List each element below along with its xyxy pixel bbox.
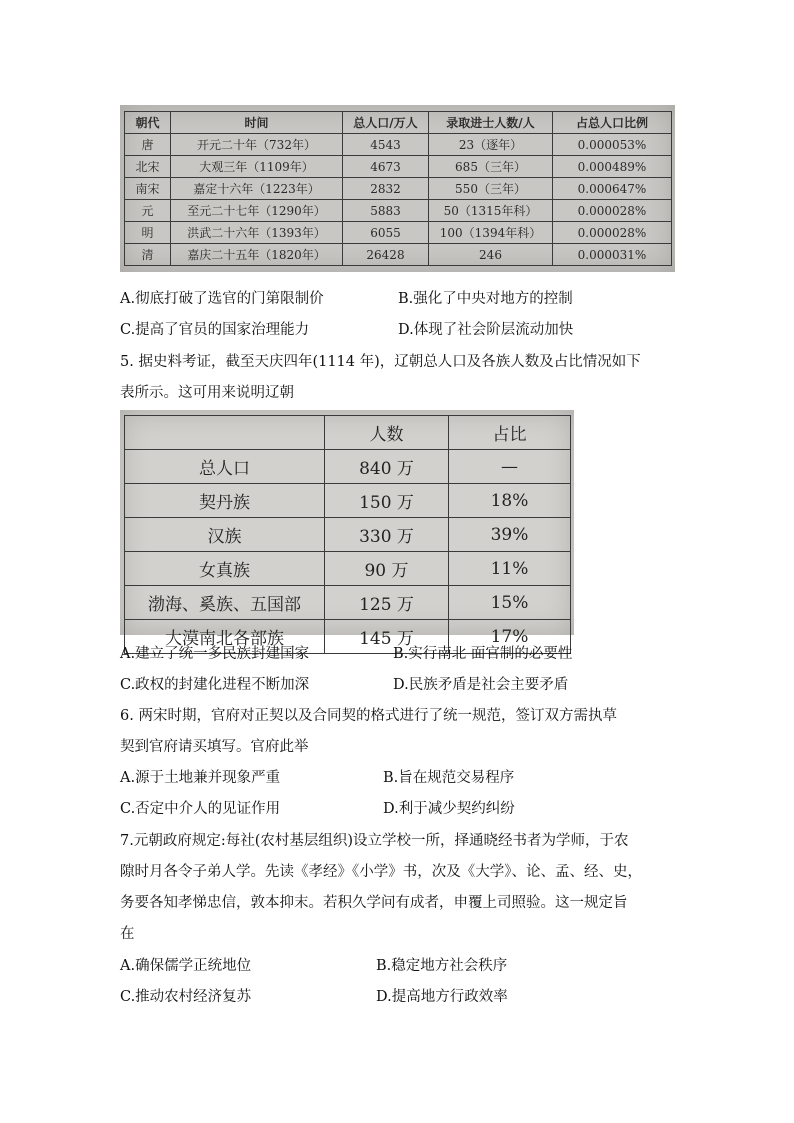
table-cell: 契丹族	[125, 484, 325, 518]
q6-option-c[interactable]: C.否定中介人的见证作用	[120, 801, 281, 817]
table-row	[125, 156, 672, 178]
table-cell: 开元二十年（732年）	[171, 134, 343, 156]
table-cell: 4543	[343, 134, 429, 156]
table-cell: 6055	[343, 222, 429, 244]
table-cell: 2832	[343, 178, 429, 200]
q6-option-a[interactable]: A.源于土地兼并现象严重	[120, 770, 281, 786]
q6-option-b[interactable]: B.旨在规范交易程序	[383, 770, 515, 786]
table-cell: 总人口	[125, 450, 325, 484]
q4-option-a[interactable]: A.彻底打破了选官的门第限制价	[120, 291, 324, 307]
q4-option-b[interactable]: B.强化了中央对地方的控制	[398, 291, 573, 307]
table-cell: 145 万	[325, 620, 449, 654]
table-cell: 0.000031%	[553, 244, 672, 266]
q5-option-d[interactable]: D.民族矛盾是社会主要矛盾	[393, 677, 569, 693]
q7-stem-line: 隙时月各令子弟人学。先读《孝经》《小学》书，次及《大学》、论、孟、经、史，	[120, 864, 642, 880]
table-row	[125, 484, 571, 518]
table-cell: 洪武二十六年（1393年）	[171, 222, 343, 244]
q5-option-a[interactable]: A.建立了统一多民族封建国家	[120, 646, 310, 662]
table-cell: 90 万	[325, 552, 449, 586]
table-cell: 685（三年）	[429, 156, 553, 178]
table-cell: 15%	[449, 586, 571, 620]
table-row	[125, 178, 672, 200]
table-cell: 23（逐年）	[429, 134, 553, 156]
header-cell: 总人口/万人	[343, 112, 429, 134]
table-cell: 39%	[449, 518, 571, 552]
q5-option-b[interactable]: B.实行南北 面官制的必要性	[393, 646, 573, 662]
table-cell: 50（1315年科）	[429, 200, 553, 222]
table-cell: 清	[125, 244, 171, 266]
table-cell: 0.000053%	[553, 134, 672, 156]
table-cell: 0.000647%	[553, 178, 672, 200]
table-cell: 0.000028%	[553, 200, 672, 222]
q7-stem-line: 7.元朝政府规定:每社(农村基层组织)设立学校一所，择通晓经书者为学师，于农	[120, 833, 629, 849]
q7-option-c[interactable]: C.推动农村经济复苏	[120, 989, 252, 1005]
table-cell: 550（三年）	[429, 178, 553, 200]
q5-option-c[interactable]: C.政权的封建化进程不断加深	[120, 677, 310, 693]
table-cell: 100（1394年科）	[429, 222, 553, 244]
table-cell: 女真族	[125, 552, 325, 586]
table-cell: 246	[429, 244, 553, 266]
q6-stem-line: 6. 两宋时期，官府对正契以及合同契的格式进行了统一规范，签订双方需执草	[120, 708, 617, 724]
table-cell: 元	[125, 200, 171, 222]
table-row	[125, 586, 571, 620]
q7-stem-line: 在	[120, 926, 135, 942]
table-row	[125, 222, 672, 244]
table-cell: 至元二十七年（1290年）	[171, 200, 343, 222]
table-row	[125, 450, 571, 484]
header-cell	[125, 416, 325, 450]
liao-population-table	[124, 415, 571, 654]
q5-stem-line: 5. 据史料考证，截至天庆四年(1114 年)，辽朝总人口及各族人数及占比情况如下	[120, 354, 641, 370]
table-cell: 26428	[343, 244, 429, 266]
q5-stem-line: 表所示。这可用来说明辽朝	[120, 385, 294, 401]
table-row	[125, 552, 571, 586]
q4-option-c[interactable]: C.提高了官员的国家治理能力	[120, 322, 310, 338]
table-cell: 125 万	[325, 586, 449, 620]
table-cell: 南宋	[125, 178, 171, 200]
q6-option-d[interactable]: D.利于减少契约纠纷	[383, 801, 515, 817]
table-cell: 330 万	[325, 518, 449, 552]
table-row	[125, 244, 672, 266]
table-cell: 嘉庆二十五年（1820年）	[171, 244, 343, 266]
header-cell: 占比	[449, 416, 571, 450]
table-cell: 大观三年（1109年）	[171, 156, 343, 178]
jinshi-table	[124, 111, 672, 266]
table-cell: 150 万	[325, 484, 449, 518]
table-cell: 18%	[449, 484, 571, 518]
q7-option-b[interactable]: B.稳定地方社会秩序	[376, 958, 508, 974]
q7-option-d[interactable]: D.提高地方行政效率	[376, 989, 508, 1005]
table-row	[125, 134, 672, 156]
header-cell: 时间	[171, 112, 343, 134]
table-cell: 北宋	[125, 156, 171, 178]
header-cell: 占总人口比例	[553, 112, 672, 134]
table-cell: 840 万	[325, 450, 449, 484]
table-row	[125, 200, 672, 222]
q4-option-d[interactable]: D.体现了社会阶层流动加快	[398, 322, 574, 338]
table-cell: 渤海、奚族、五国部	[125, 586, 325, 620]
table-cell: —	[449, 450, 571, 484]
table-cell: 明	[125, 222, 171, 244]
header-cell: 朝代	[125, 112, 171, 134]
liao-population-table-photo	[120, 410, 574, 649]
table-cell: 唐	[125, 134, 171, 156]
header-cell: 人数	[325, 416, 449, 450]
table-header-row	[125, 112, 672, 134]
table-cell: 4673	[343, 156, 429, 178]
table-cell: 汉族	[125, 518, 325, 552]
q7-stem-line: 务要各知孝悌忠信，敦本抑末。若积久学问有成者，申覆上司照验。这一规定旨	[120, 895, 628, 911]
table-cell: 嘉定十六年（1223年）	[171, 178, 343, 200]
q7-option-a[interactable]: A.确保儒学正统地位	[120, 958, 252, 974]
header-cell: 录取进士人数/人	[429, 112, 553, 134]
table-cell: 大漠南北各部族	[125, 620, 325, 654]
table-cell: 17%	[449, 620, 571, 654]
table-cell: 5883	[343, 200, 429, 222]
table-row	[125, 518, 571, 552]
table-cell: 11%	[449, 552, 571, 586]
table-cell: 0.000489%	[553, 156, 672, 178]
table-header-row	[125, 416, 571, 450]
population-jinshi-table-photo	[120, 105, 675, 272]
q6-stem-line: 契到官府请买填写。官府此举	[120, 739, 309, 755]
table-cell: 0.000028%	[553, 222, 672, 244]
